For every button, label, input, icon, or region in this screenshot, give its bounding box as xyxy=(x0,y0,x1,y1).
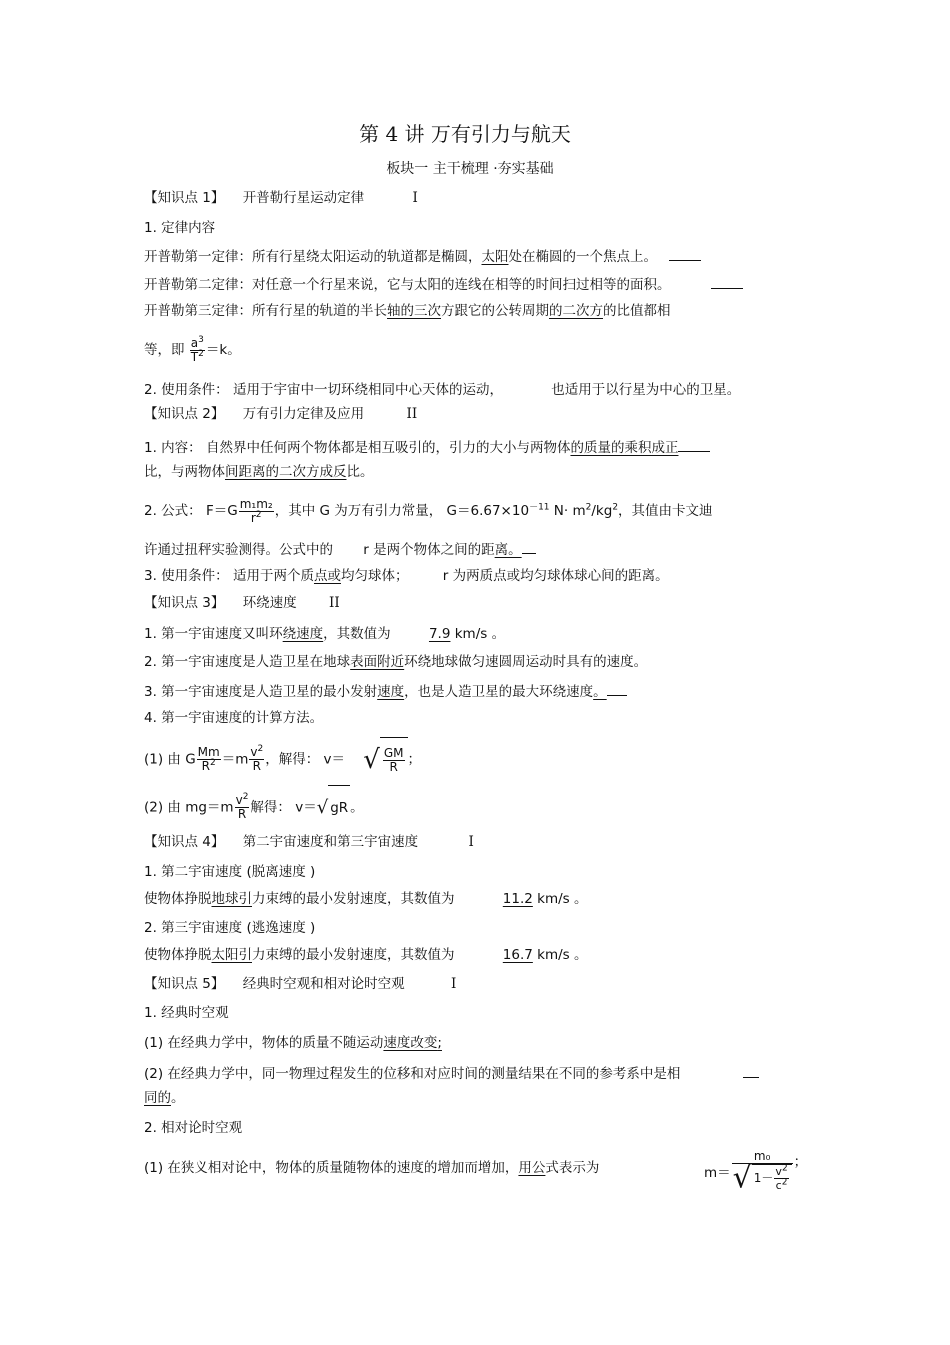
g2b-b: r 是两个物体之间的距 xyxy=(363,542,495,558)
cond1-a: 2. 使用条件： 适用于宇宙中一切环绕相同中心天体的运动， xyxy=(144,382,503,398)
v4a-a: (1) 由 G xyxy=(144,751,196,768)
c2a-u: 用公 xyxy=(518,1160,546,1176)
e1: 1. 第二宇宙速度 (脱离速度 ) xyxy=(144,864,316,880)
kp5-name: 经典时空观和相对论时空观 xyxy=(242,976,405,992)
v4a-c: ，解得： v＝ xyxy=(265,751,345,768)
c2: 2. 相对论时空观 xyxy=(144,1120,243,1136)
v4b-c: 。 xyxy=(350,799,364,816)
v1-b: ，其数值为 xyxy=(323,626,391,642)
kp3-name: 环绕速度 xyxy=(242,595,297,611)
law3-u1: 轴的三次 xyxy=(387,303,441,319)
v2-b: 环绕地球做匀速圆周运动时具有的速度。 xyxy=(404,654,648,670)
g2-b: ，其中 G 为万有引力常量， G＝6.67×10 xyxy=(274,503,530,519)
e1b xyxy=(144,890,588,908)
v4b-a: (2) 由 mg＝m xyxy=(144,799,234,816)
m1m2-over-r2 xyxy=(239,498,274,525)
v4a-den1-exp: 2 xyxy=(210,758,216,768)
frac-num: a xyxy=(190,335,199,350)
e1b-value: 11.2 xyxy=(502,891,533,907)
kp4-heading xyxy=(144,833,474,851)
c2a-fnum-exp: 2 xyxy=(781,1163,788,1174)
g2b-blank xyxy=(522,539,536,554)
kp3-level: II xyxy=(328,595,340,611)
page-title: 第 4 讲 万有引力与航天 xyxy=(359,122,571,146)
c1a xyxy=(144,1034,442,1052)
v4: 4. 第一宇宙速度的计算方法。 xyxy=(144,710,324,726)
v3-blank xyxy=(607,681,627,696)
kp1-level: I xyxy=(412,190,418,206)
cond1-b: 也适用于以行星为中心的卫星。 xyxy=(551,382,741,398)
g2b xyxy=(144,539,536,559)
v4a-b: ＝m xyxy=(221,751,249,768)
g2-c-exp: 2 xyxy=(585,502,592,513)
v1-u: 绕速度 xyxy=(282,626,324,642)
v3-u: 速度 xyxy=(377,684,405,700)
g1b-a: 比，与两物体 xyxy=(144,464,225,480)
kp2-name: 万有引力定律及应用 xyxy=(242,406,365,422)
v3-a: 3. 第一宇宙速度是人造卫星的最小发射 xyxy=(144,684,378,700)
v2-over-r xyxy=(249,746,264,773)
v4b xyxy=(144,785,364,830)
v4b-num-exp: 2 xyxy=(242,792,249,802)
c2a-c: ； xyxy=(793,1154,808,1170)
c1c xyxy=(144,1089,185,1107)
g2-exp: －11 xyxy=(529,502,550,513)
law3-c: 的比值都相 xyxy=(603,303,671,319)
frac-den: T xyxy=(190,349,199,364)
e1b-u: 地球引 xyxy=(211,891,252,907)
g1-a: 1. 内容： 自然界中任何两个物体都是相互吸引的，引力的大小与两物体 xyxy=(144,440,571,456)
kp2-level: II xyxy=(406,406,418,422)
v4b-rad: gR xyxy=(328,785,350,830)
g2-num: m₁m₂ xyxy=(239,496,273,511)
law3-b: 方跟它的公转周期 xyxy=(441,303,549,319)
c2a-b: 式表示为 xyxy=(545,1160,600,1176)
c1b-a: (2) 在经典力学中，同一物理过程发生的位移和对应时间的测量结果在不同的参考系中是相 xyxy=(144,1066,681,1082)
g3-c: r 为两质点或均匀球体球心间的距离。 xyxy=(442,568,669,584)
m0-over-sqrt: m₀ √ 1－ $\frac{v^2}{c^2}$ xyxy=(732,1150,793,1192)
g1b-u: 间距离的二次方成反 xyxy=(225,464,347,480)
c2a-m: m＝ xyxy=(704,1165,731,1181)
law1-post: 处在椭圆的一个焦点上。 xyxy=(508,249,657,265)
c2a-fden: c xyxy=(775,1179,782,1192)
section-subtitle: 板块一 主干梳理 ·夯实基础 xyxy=(386,161,554,177)
e1b-a: 使物体挣脱 xyxy=(144,891,212,907)
e2b xyxy=(144,946,588,964)
law3-a: 开普勒第三定律：所有行星的轨道的半长 xyxy=(144,303,387,319)
c2a xyxy=(144,1148,599,1188)
c2a-one: 1－ xyxy=(753,1171,774,1185)
kp5-heading xyxy=(144,975,456,993)
g3-b: 均匀球体； xyxy=(340,568,409,584)
kp3-label: 【知识点 3】 xyxy=(144,595,225,611)
v1-unit: km/s 。 xyxy=(450,626,506,642)
g2-den-exp: 2 xyxy=(255,509,262,520)
sqrt-gr: √ gR xyxy=(317,785,350,830)
e2b-a: 使物体挣脱 xyxy=(144,947,212,963)
law1-underline: 太阳 xyxy=(481,249,509,265)
law1 xyxy=(144,246,701,266)
v1 xyxy=(144,625,505,643)
v4a-num1: Mm xyxy=(197,745,220,759)
c1b-blank xyxy=(743,1063,759,1078)
g2-den: r xyxy=(250,510,256,525)
law2-blank xyxy=(711,274,743,289)
v4b-num: v xyxy=(235,793,243,807)
v4b-den: R xyxy=(237,807,247,821)
law2-text: 开普勒第二定律：对任意一个行星来说，它与太阳的连线在相等的时间扫过相等的面积。 xyxy=(144,277,671,293)
v2 xyxy=(144,653,647,671)
cond1 xyxy=(144,381,740,399)
s1-heading: 1. 定律内容 xyxy=(144,220,216,236)
v4a-num2-exp: 2 xyxy=(257,744,264,754)
kp2-heading xyxy=(144,405,417,423)
c1a-b: ; xyxy=(437,1035,442,1051)
v2-over-r-b xyxy=(235,794,250,821)
kp1-heading xyxy=(144,189,418,207)
kp3-heading xyxy=(144,594,340,612)
c2a-fden-exp: 2 xyxy=(781,1177,788,1188)
g1b-b: 比。 xyxy=(346,464,374,480)
g3 xyxy=(144,567,669,585)
a3-over-t2 xyxy=(190,334,205,364)
law3b-post: ＝k。 xyxy=(205,342,241,358)
kp4-level: I xyxy=(468,834,474,850)
v4a xyxy=(144,737,421,782)
relativistic-mass-formula xyxy=(704,1149,808,1196)
v3-u2: 。 xyxy=(593,684,607,700)
frac-num-exp: 3 xyxy=(198,334,204,345)
v4a-num2: v xyxy=(250,745,258,759)
kp5-label: 【知识点 5】 xyxy=(144,976,225,992)
mm-over-r2 xyxy=(197,746,221,773)
law3b-pre: 等，即 xyxy=(144,342,185,358)
law3-u2: 的二次方 xyxy=(549,303,603,319)
g2-d-exp: 2 xyxy=(612,502,619,513)
v4a-d: ； xyxy=(407,751,422,768)
c1a-u: 速度改变 xyxy=(383,1035,438,1051)
v4a-rnum: GM xyxy=(383,745,404,760)
law3 xyxy=(144,302,671,320)
c2a-fnum: v xyxy=(775,1165,782,1178)
c1c-b: 。 xyxy=(171,1090,185,1106)
g2b-u: 离。 xyxy=(494,542,522,558)
kp5-level: I xyxy=(450,976,457,992)
e2b-unit: km/s 。 xyxy=(532,947,588,963)
law1-blank xyxy=(669,246,701,261)
v4a-rden: R xyxy=(389,759,398,774)
kp1-label: 【知识点 1】 xyxy=(144,190,225,206)
kp2-label: 【知识点 2】 xyxy=(144,406,225,422)
g2-e: ，其值由卡文迪 xyxy=(618,503,713,519)
e2: 2. 第三宇宙速度 (逃逸速度 ) xyxy=(144,920,316,936)
kp4-name: 第二宇宙速度和第三宇宙速度 xyxy=(242,834,419,850)
v4b-b: 解得： v＝ xyxy=(250,799,317,816)
e2b-value: 16.7 xyxy=(502,947,533,963)
c1a-a: (1) 在经典力学中，物体的质量不随运动 xyxy=(144,1035,384,1051)
c1b xyxy=(144,1063,759,1083)
g1-u: 的质量的乘积成正 xyxy=(570,440,679,456)
kp4-label: 【知识点 4】 xyxy=(144,834,225,850)
v2-u: 表面附近 xyxy=(350,654,405,670)
v1-a: 1. 第一宇宙速度又叫环 xyxy=(144,626,283,642)
v3-b: ，也是人造卫星的最大环绕速度 xyxy=(404,684,594,700)
g2-c: N· m xyxy=(549,503,586,519)
v4a-den1: R xyxy=(201,759,210,773)
e2b-b: 力束缚的最小发射速度，其数值为 xyxy=(252,947,455,963)
g3-a: 3. 使用条件： 适用于两个质 xyxy=(144,568,314,584)
sqrt-gm-over-r: √ $\frac{GM}{R}$ xyxy=(363,737,407,782)
e1b-unit: km/s 。 xyxy=(532,891,588,907)
v3 xyxy=(144,681,627,701)
v2-a: 2. 第一宇宙速度是人造卫星在地球 xyxy=(144,654,351,670)
kp1-name: 开普勒行星运动定律 xyxy=(242,190,365,206)
c1c-u: 同的 xyxy=(144,1090,171,1106)
law2 xyxy=(144,274,743,294)
g2 xyxy=(144,492,713,530)
law1-pre: 开普勒第一定律：所有行星绕太阳运动的轨道都是椭圆， xyxy=(144,249,482,265)
e2b-u: 太阳引 xyxy=(211,947,252,963)
c2a-num: m₀ xyxy=(732,1150,793,1164)
g2b-a: 许通过扭秤实验测得。公式中的 xyxy=(144,542,333,558)
v1-value: 7.9 xyxy=(428,626,451,642)
law3-formula xyxy=(144,330,241,370)
g3-u: 点或 xyxy=(313,568,341,584)
g1b xyxy=(144,463,374,481)
v4a-den2: R xyxy=(252,759,261,773)
c2a-a: (1) 在狭义相对论中，物体的质量随物体的速度的增加而增加， xyxy=(144,1160,519,1176)
e1b-b: 力束缚的最小发射速度，其数值为 xyxy=(252,891,455,907)
g2-a: 2. 公式： F＝G xyxy=(144,503,238,519)
g1 xyxy=(144,437,710,457)
frac-den-exp: 2 xyxy=(198,348,204,359)
g2-d: /kg xyxy=(591,503,613,519)
g1-blank xyxy=(678,437,710,452)
c1: 1. 经典时空观 xyxy=(144,1005,229,1021)
